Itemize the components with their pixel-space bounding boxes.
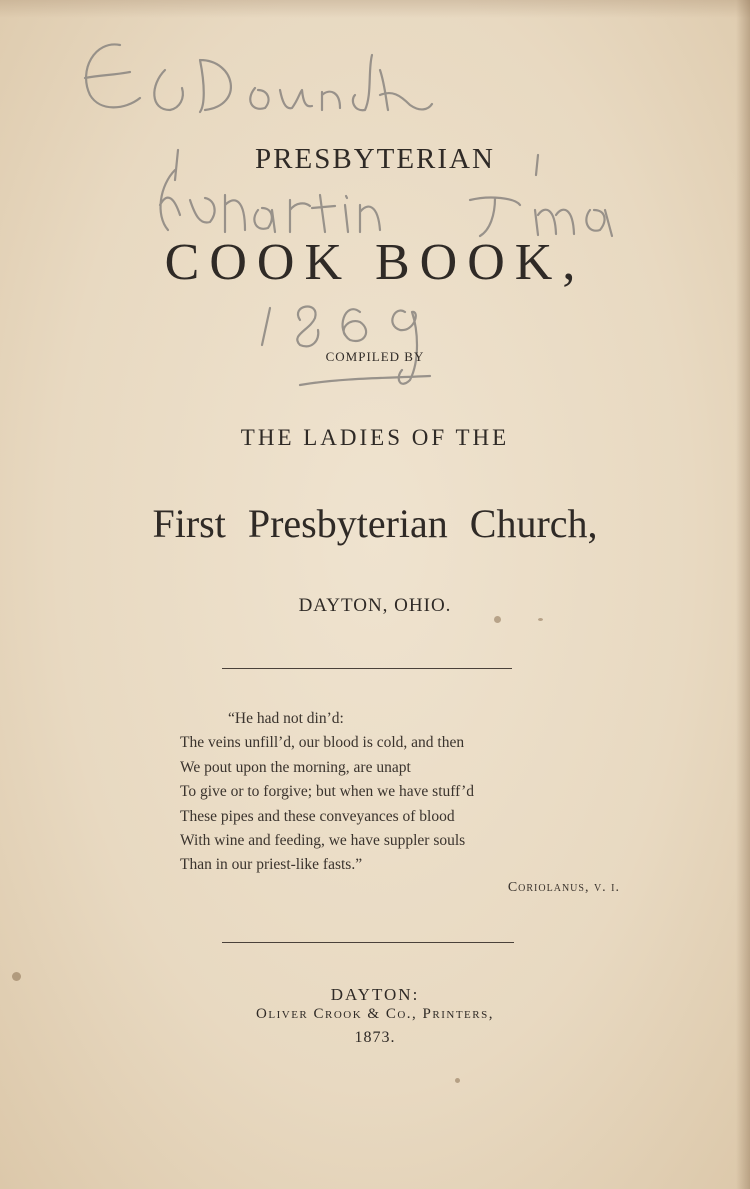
- epigraph-line: With wine and feeding, we have suppler souls: [180, 832, 466, 850]
- epigraph-line: To give or to forgive; but when we have stuff’d: [180, 783, 475, 801]
- imprint-printer: Oliver Crook & Co., Printers,: [256, 1006, 494, 1022]
- church-name: First Presbyterian Church,: [152, 501, 598, 546]
- divider-rule-bottom: [222, 942, 514, 943]
- epigraph-line: The veins unfill’d, our blood is cold, and then: [180, 734, 465, 752]
- foxing-spot: [538, 618, 543, 621]
- title-line-cook-book: COOK BOOK,: [164, 234, 586, 291]
- foxing-spot: [494, 616, 501, 623]
- divider-rule-top: [222, 668, 512, 669]
- epigraph-line: “He had not din’d:: [228, 710, 344, 727]
- title-line-presbyterian: PRESBYTERIAN: [255, 143, 495, 175]
- ladies-of-the-text: THE LADIES OF THE: [240, 425, 510, 450]
- paper-stain-top: [0, 0, 750, 18]
- foxing-spot: [12, 972, 21, 981]
- epigraph-line: We pout upon the morning, are unapt: [180, 758, 411, 776]
- foxing-spot: [455, 1078, 460, 1083]
- city-text: DAYTON, OHIO.: [298, 595, 452, 616]
- epigraph-quote: [180, 707, 620, 878]
- epigraph-line: These pipes and these conveyances of blood: [180, 807, 455, 825]
- imprint-city: DAYTON:: [330, 985, 420, 1004]
- epigraph-line: Than in our priest-like fasts.”: [180, 856, 363, 874]
- epigraph-attribution: Coriolanus, v. i.: [507, 880, 620, 895]
- imprint-year: 1873.: [354, 1029, 396, 1046]
- compiled-by-text: COMPILED BY: [325, 349, 425, 364]
